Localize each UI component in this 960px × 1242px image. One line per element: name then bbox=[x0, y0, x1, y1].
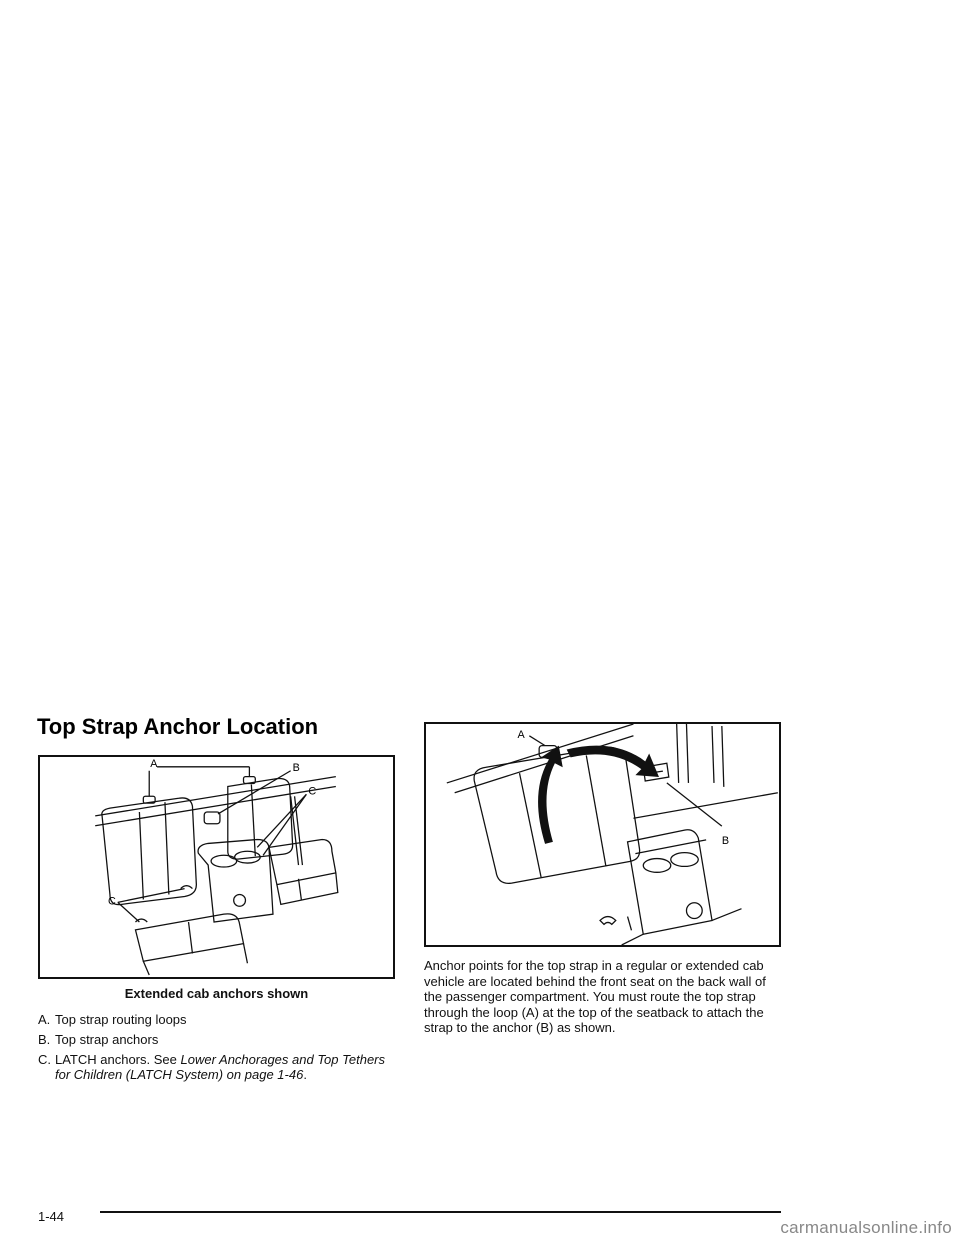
watermark: carmanualsonline.info bbox=[780, 1218, 952, 1237]
legend-item: B. Top strap anchors bbox=[38, 1032, 159, 1047]
callout-legend bbox=[38, 1012, 388, 1087]
figure-caption: Extended cab anchors shown bbox=[124, 986, 309, 1001]
body-paragraph: Anchor points for the top strap in a regular or extended cab vehicle are located behind the front seat on the back wall of the passenger compartment. You must route the top strap through the loop (A) at the top of the seatback to attach the strap to the anchor (B) as shown. bbox=[424, 958, 766, 1035]
section-title: Top Strap Anchor Location bbox=[37, 714, 319, 739]
extended-cab-anchors-illustration bbox=[38, 755, 395, 979]
callout-b: B bbox=[292, 761, 300, 774]
strap-routing-illustration bbox=[424, 722, 781, 947]
strap-routing-drawing bbox=[426, 724, 779, 945]
callout-b: B bbox=[721, 834, 730, 847]
callout-a: A bbox=[150, 757, 158, 770]
legend-item: A. Top strap routing loops bbox=[38, 1012, 187, 1027]
page-number: 1-44 bbox=[38, 1209, 65, 1224]
callout-a: A bbox=[517, 728, 525, 741]
callout-c-lower: C bbox=[107, 895, 116, 908]
callout-c-upper: C bbox=[308, 785, 317, 798]
legend-item: C. LATCH anchors. See Lower Anchorages and Top Tethers for Children (LATCH System) on page 1-46. bbox=[38, 1052, 386, 1082]
seat-anchor-drawing bbox=[40, 757, 393, 977]
cross-reference-link[interactable]: Lower Anchorages and Top Tethers for Children (LATCH System) on page 1-46 bbox=[55, 1052, 386, 1082]
footer-rule bbox=[100, 1211, 781, 1213]
